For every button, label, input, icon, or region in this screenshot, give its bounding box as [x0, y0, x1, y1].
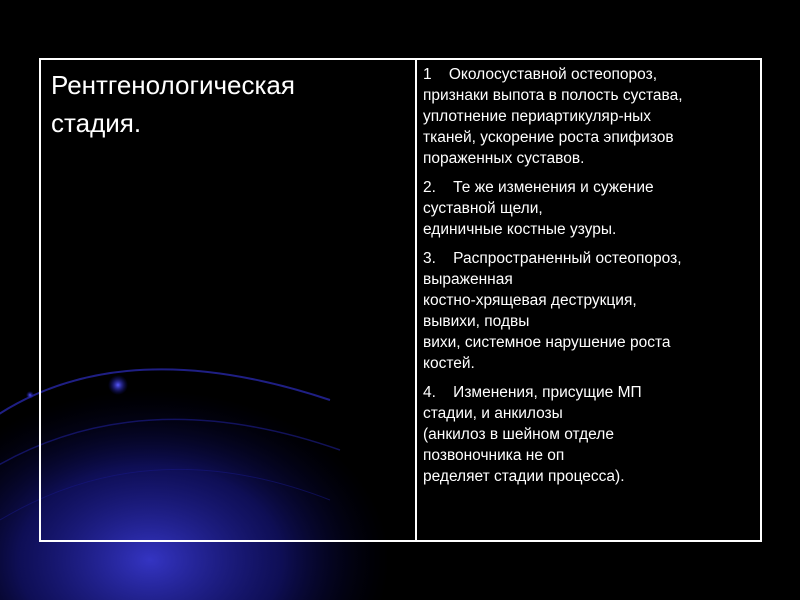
list-item-text: стадии, и анкилозы	[423, 405, 563, 422]
list-item-text: вывихи, подвы	[423, 313, 530, 330]
table-row	[40, 59, 761, 541]
list-item-text: костно-хрящевая деструкция,	[423, 292, 637, 309]
list-item	[423, 177, 754, 240]
list-item-number: 1	[423, 66, 432, 83]
list-item-number: 4.	[423, 384, 436, 401]
stage-table	[39, 58, 762, 542]
list-item-text: уплотнение периартикуляр-ных	[423, 108, 652, 125]
stage-title-line: стадия.	[51, 108, 142, 138]
list-item-text: позвоночника не оп	[423, 447, 565, 464]
list-item-text: единичные костные узуры.	[423, 221, 617, 238]
list-item	[423, 64, 754, 169]
stage-title-line: Рентгенологическая	[51, 70, 295, 100]
list-item	[423, 248, 754, 374]
list-item-first-line	[423, 248, 754, 269]
list-item-text: пораженных суставов.	[423, 150, 585, 167]
list-item-first-line	[423, 382, 754, 403]
list-item-text: Околосуставной остеопороз,	[448, 66, 658, 83]
list-item-text: признаки выпота в полость сустава,	[423, 87, 683, 104]
list-item-first-line	[423, 64, 754, 85]
list-item-text: выраженная	[423, 271, 513, 288]
list-item-text: вихи, системное нарушение роста	[423, 334, 671, 351]
list-item-number: 2.	[423, 179, 436, 196]
list-item-first-line	[423, 177, 754, 198]
stage-name-cell	[40, 59, 416, 541]
list-item-text: тканей, ускорение роста эпифизов	[423, 129, 674, 146]
glow-dot-small	[26, 391, 34, 399]
list-item-text: ределяет стадии процесса).	[423, 468, 625, 485]
list-item-text: Изменения, присущие МП	[453, 384, 642, 401]
list-item-text: Те же изменения и сужение	[453, 179, 654, 196]
list-item	[423, 382, 754, 487]
list-item-number: 3.	[423, 250, 436, 267]
stage-description-cell	[416, 59, 761, 541]
stage-title	[51, 66, 407, 142]
list-item-text: Распространенный остеопороз,	[453, 250, 682, 267]
list-item-text: (анкилоз в шейном отделе	[423, 426, 614, 443]
list-item-text: костей.	[423, 355, 475, 372]
list-item-text: суставной щели,	[423, 200, 543, 217]
